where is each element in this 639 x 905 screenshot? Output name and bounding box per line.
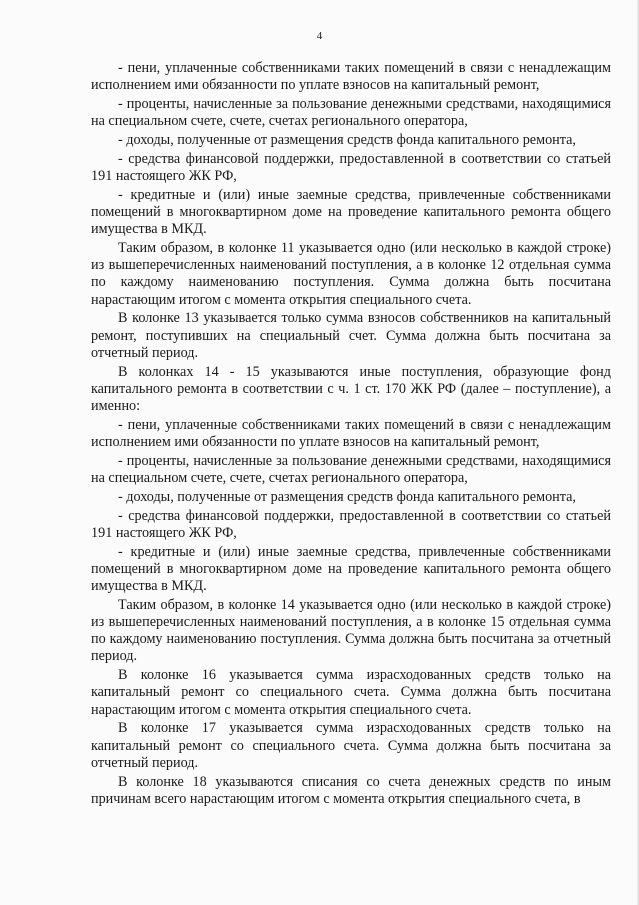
- paragraph: - средства финансовой поддержки, предоставленной в соответствии со статьей 191 настоящего ЖК РФ,: [91, 150, 611, 184]
- paragraph: В колонке 18 указываются списания со счета денежных средств по иным причинам всего нарастающим итогом с момента открытия специального счета, в: [91, 773, 611, 807]
- paragraph: - доходы, полученные от размещения средств фонда капитального ремонта,: [118, 488, 576, 505]
- paragraph: - проценты, начисленные за пользование денежными средствами, находящимися на специальном счете, счете, счетах регионального оператора,: [91, 452, 611, 487]
- paragraph: В колонке 16 указывается сумма израсходованных средств только на капитальный ремонт со специального счета. Сумма должна быть посчитана нарастающим итогом с момента открытия специального счета.: [91, 667, 611, 718]
- paragraph: - кредитные и (или) иные заемные средства, привлеченные собственниками помещений в многоквартирном доме на проведение капитального ремонта общего имущества в МКД.: [91, 186, 611, 238]
- paragraph: Таким образом, в колонке 11 указывается одно (или несколько в каждой строке) из вышеперечисленных наименований поступления, а в колонке 12 отдельная сумма по каждому наименованию поступления. Сумма должна быть посчитана нарастающим итогом с момента открытия специального счета.: [91, 240, 611, 308]
- paragraph: - доходы, полученные от размещения средств фонда капитального ремонта,: [118, 132, 576, 148]
- paragraph: - пени, уплаченные собственниками таких помещений в связи с ненадлежащим исполнением ими обязанности по уплате взносов на капитальный ремонт,: [91, 416, 611, 451]
- paragraph: В колонке 17 указывается сумма израсходованных средств только на капитальный ремонт со специального счета. Сумма должна быть посчитана за отчетный период.: [91, 720, 611, 771]
- document-body: [91, 60, 611, 810]
- paragraph: В колонке 13 указывается только сумма взносов собственников на капитальный ремонт, поступивших на специальный счет. Сумма должна быть посчитана за отчетный период.: [91, 310, 611, 361]
- paragraph: - пени, уплаченные собственниками таких помещений в связи с ненадлежащим исполнением ими обязанности по уплате взносов на капитальный ремонт,: [91, 60, 611, 94]
- paragraph: В колонках 14 - 15 указываются иные поступления, образующие фонд капитального ремонта в соответствии с ч. 1 ст. 170 ЖК РФ (далее – поступление), а именно:: [91, 363, 611, 415]
- paragraph: - проценты, начисленные за пользование денежными средствами, находящимися на специальном счете, счете, счетах регионального оператора,: [91, 96, 611, 130]
- paragraph: Таким образом, в колонке 14 указывается одно (или несколько в каждой строке) из вышеперечисленных наименований поступления, а в колонке 15 отдельная сумма по каждому наименованию поступления. Сумма должна быть посчитана за отчетный период.: [91, 596, 611, 665]
- page-number: 4: [316, 30, 323, 42]
- paragraph: - кредитные и (или) иные заемные средства, привлеченные собственниками помещений в многоквартирном доме на проведение капитального ремонта общего имущества в МКД.: [91, 543, 611, 595]
- paragraph: - средства финансовой поддержки, предоставленной в соответствии со статьей 191 настоящего ЖК РФ,: [91, 507, 611, 541]
